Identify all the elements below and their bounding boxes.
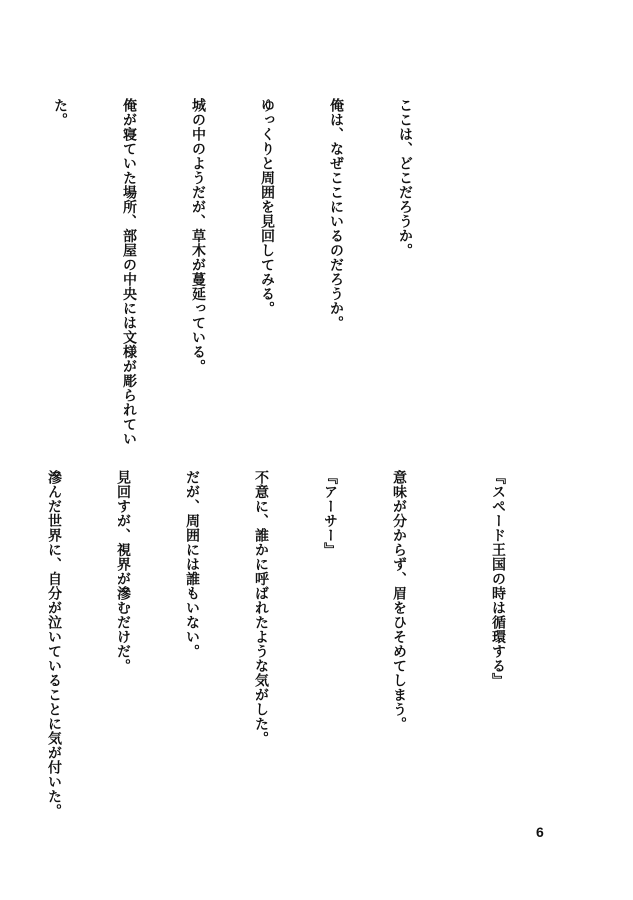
text-line: だが、周囲には誰もいない。 <box>184 470 200 659</box>
text-line <box>0 98 2 458</box>
upper-text-block <box>0 98 462 458</box>
text-line: ここは、どこだろうか。 <box>397 98 413 258</box>
text-line: 『アーサー』 <box>322 470 338 557</box>
text-line: 意味が分からず、眉をひそめてしまう。 <box>391 470 407 731</box>
text-line: 城の中のようだが、草木が蔓延っている。 <box>190 98 206 374</box>
text-line: ゆっくりと周囲を見回してみる。 <box>259 98 275 316</box>
lower-text-block <box>0 470 555 818</box>
text-line: た。 <box>52 98 68 127</box>
page-number: 6 <box>536 824 544 840</box>
text-line: 滲んだ世界に、自分が泣いていることに気が付いた。 <box>46 470 62 818</box>
section-title: 『スペード王国の時は循環する』 <box>490 470 506 688</box>
text-line: 俺は、なぜここにいるのだろうか。 <box>328 98 344 330</box>
text-line: 見回すが、視界が滲むだけだ。 <box>115 470 131 673</box>
text-line: 俺が寝ていた場所、部屋の中央には文様が彫られてい <box>121 98 137 446</box>
text-line: 不意に、誰かに呼ばれたような気がした。 <box>253 470 269 746</box>
